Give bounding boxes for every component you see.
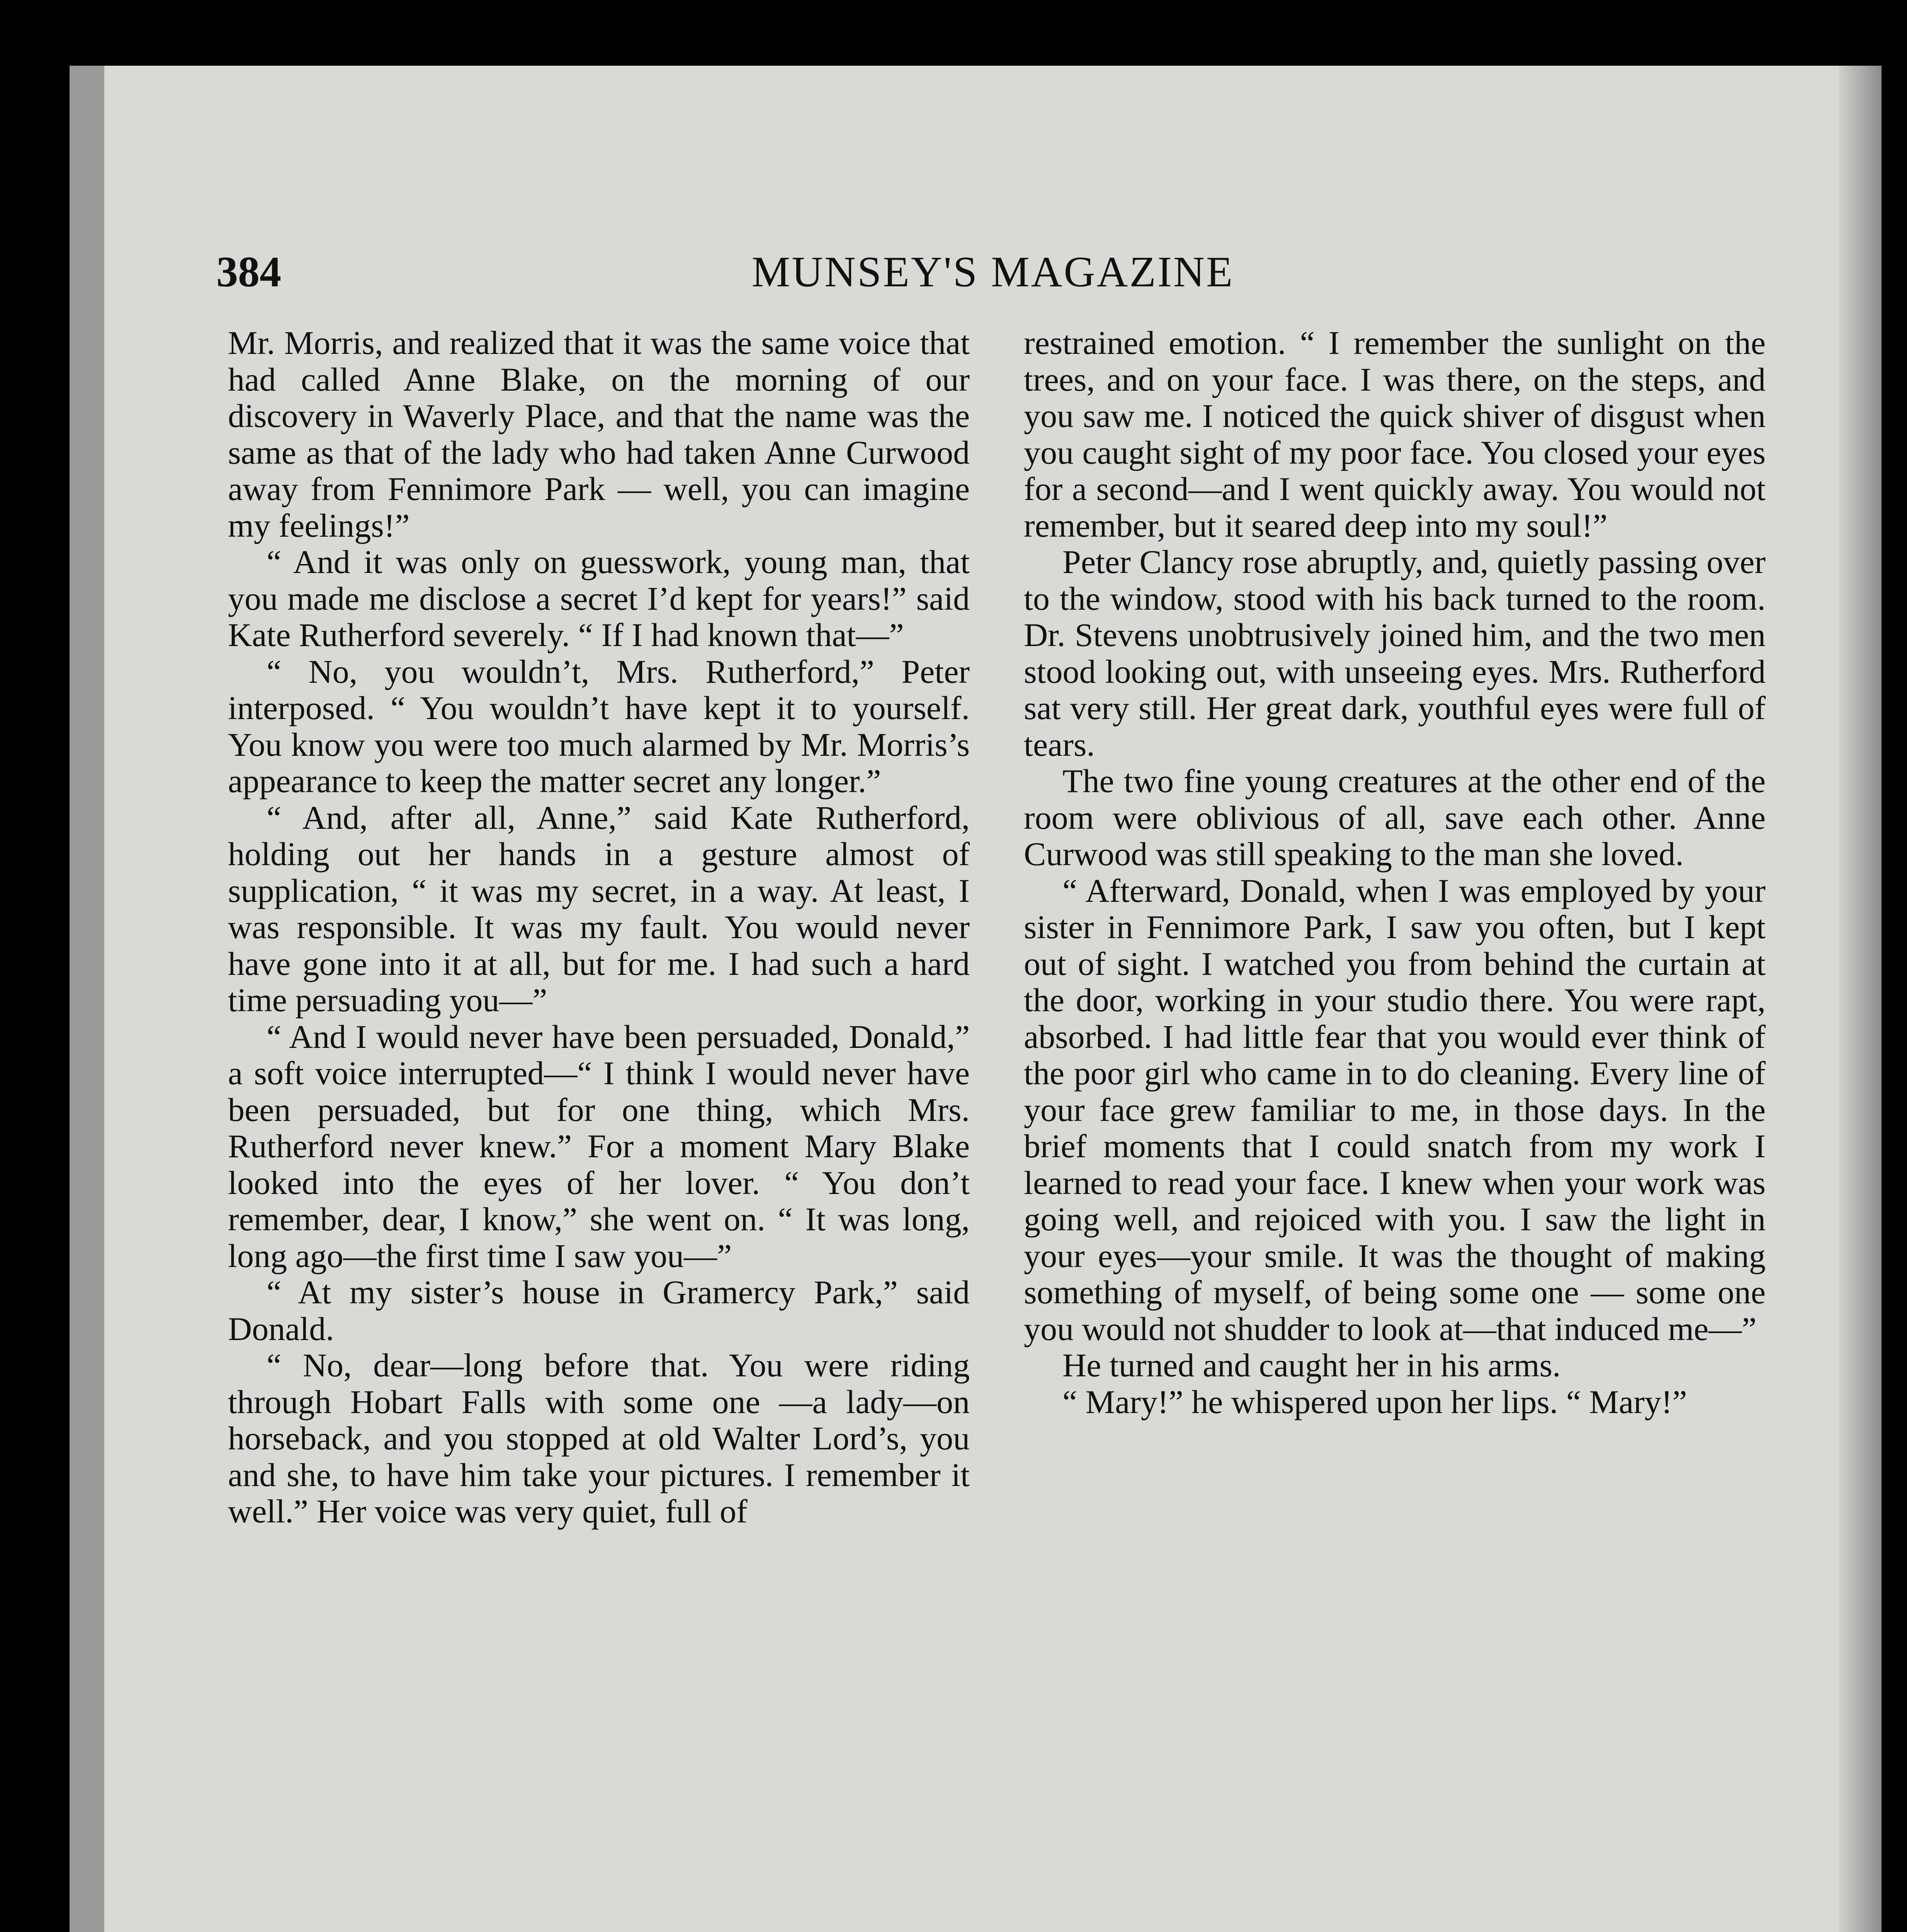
paragraph: “ No, you wouldn’t, Mrs. Rutherford,” Peter interposed. “ You wouldn’t have kept it to yourself. You know you were too much alarmed by Mr. Morris’s appearance to keep the matter secret any longer.” bbox=[228, 653, 970, 799]
paragraph: “ No, dear—long before that. You were riding through Hobart Falls with some one —a lady—on horseback, and you stopped at old Walter Lord’s, you and she, to have him take your pictures. I remember it well.” Her voice was very quiet, full of bbox=[228, 1347, 970, 1530]
paragraph: He turned and caught her in his arms. bbox=[1062, 1347, 1561, 1384]
right-column bbox=[1024, 325, 1766, 1420]
paragraph: restrained emotion. “ I remember the sunlight on the trees, and on your face. I was there, on the steps, and you saw me. I noticed the quick shiver of disgust when you caught sight of my poor face. You closed your eyes for a second—and I went quickly away. You would not remember, but it seared deep into my soul!” bbox=[1024, 324, 1766, 544]
page-number: 384 bbox=[216, 248, 281, 296]
paragraph: “ And I would never have been persuaded, Donald,” a soft voice interrupted—“ I think I would never have been persuaded, but for one thing, which Mrs. Rutherford never knew.” For a moment Mary Blake looked into the eyes of her lover. “ You don’t remember, dear, I know,” she went on. “ It was long, long ago—the first time I saw you—” bbox=[228, 1018, 970, 1274]
running-head: MUNSEY'S MAGAZINE bbox=[751, 248, 1234, 296]
paragraph: “ Mary!” he whispered upon her lips. “ Mary!” bbox=[1062, 1383, 1687, 1420]
paragraph: The two fine young creatures at the other end of the room were oblivious of all, save each other. Anne Curwood was still speaking to the man she loved. bbox=[1024, 762, 1766, 872]
paragraph: Peter Clancy rose abruptly, and, quietly passing over to the window, stood with his back turned to the room. Dr. Stevens unobtrusively joined him, and the two men stood looking out, with unseeing eyes. Mrs. Rutherford sat very still. Her great dark, youthful eyes were full of tears. bbox=[1024, 543, 1766, 763]
paragraph: Mr. Morris, and realized that it was the same voice that had called Anne Blake, on the morning of our discovery in Waverly Place, and that the name was the same as that of the lady who had taken Anne Curwood away from Fennimore Park — well, you can imagine my feelings!” bbox=[228, 324, 970, 544]
paragraph: “ At my sister’s house in Gramercy Park,” said Donald. bbox=[228, 1274, 970, 1347]
left-column bbox=[228, 325, 970, 1530]
paragraph: “ Afterward, Donald, when I was employed by your sister in Fennimore Park, I saw you often, but I kept out of sight. I watched you from behind the curtain at the door, working in your studio there. You were rapt, absorbed. I had little fear that you would ever think of the poor girl who came in to do cleaning. Every line of your face grew familiar to me, in those days. In the brief moments that I could snatch from my work I learned to read your face. I knew when your work was going well, and rejoiced with you. I saw the light in your eyes—your smile. It was the thought of making something of myself, of being some one — some one you would not shudder to look at—that induced me—” bbox=[1024, 872, 1766, 1347]
page-header bbox=[104, 247, 1882, 325]
page-edge-shadow bbox=[1839, 66, 1882, 1932]
paragraph: “ And it was only on guesswork, young man, that you made me disclose a secret I’d kept for years!” said Kate Rutherford severely. “ If I had known that—” bbox=[228, 543, 970, 653]
paragraph: “ And, after all, Anne,” said Kate Rutherford, holding out her hands in a gesture almost of supplication, “ it was my secret, in a way. At least, I was responsible. It was my fault. You would never have gone into it at all, but for me. I had such a hard time persuading you—” bbox=[228, 799, 970, 1019]
magazine-page bbox=[70, 66, 1882, 1932]
